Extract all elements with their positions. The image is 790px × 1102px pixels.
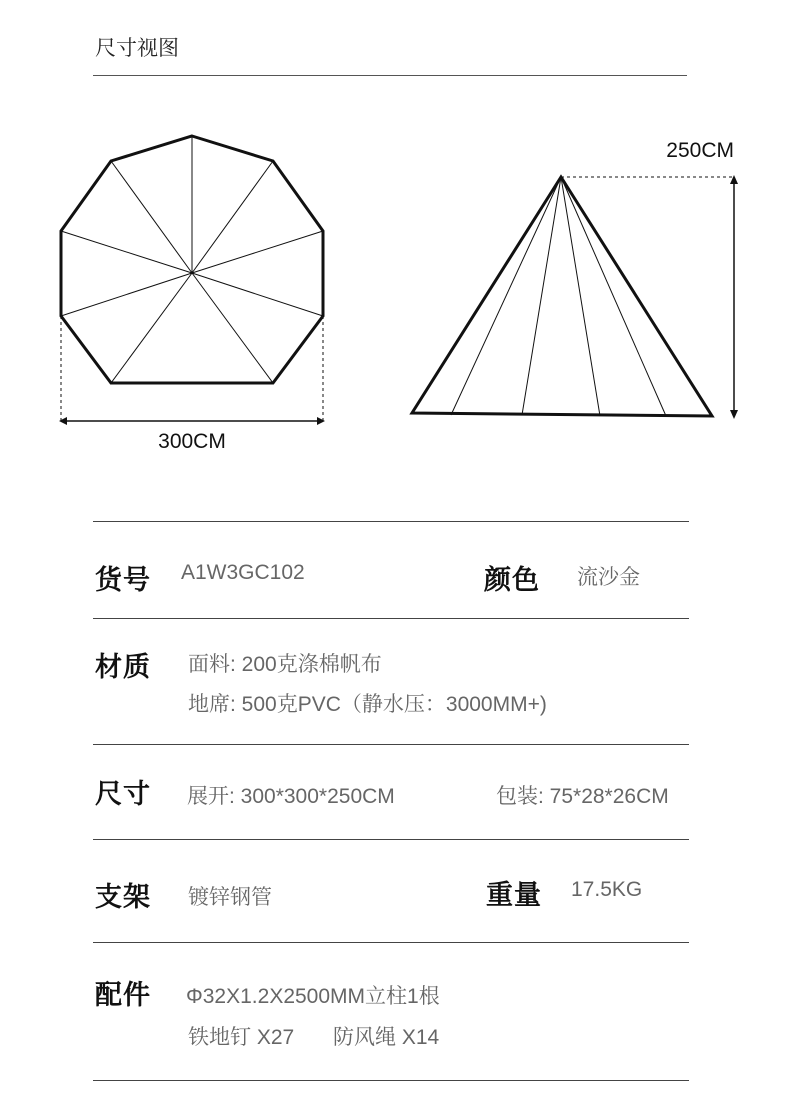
tent-side-view — [412, 177, 712, 416]
size-pack: 包装: 75*28*26CM — [496, 785, 669, 808]
spec-divider — [93, 521, 689, 522]
size-open: 展开: 300*300*250CM — [187, 785, 395, 808]
tent-profile-outline — [412, 177, 712, 416]
spec-divider — [93, 839, 689, 840]
title-divider — [93, 75, 687, 76]
spec-divider — [93, 744, 689, 745]
arrow-up-icon — [730, 175, 738, 184]
accessories-label: 配件 — [95, 980, 151, 1011]
frame-value: 镀锌钢管 — [188, 886, 272, 909]
size-label: 尺寸 — [95, 779, 151, 810]
width-dimension — [59, 316, 325, 425]
material-floor: 地席: 500克PVC（静水压：3000MM+) — [188, 693, 547, 716]
section-title: 尺寸视图 — [95, 36, 179, 60]
tent-dimension-diagram — [0, 120, 790, 460]
arrow-down-icon — [730, 410, 738, 419]
spec-divider — [93, 618, 689, 619]
tent-panel-seams — [61, 136, 323, 383]
width-label: 300CM — [158, 430, 226, 453]
weight-value: 17.5KG — [571, 878, 643, 901]
arrow-right-icon — [317, 417, 325, 425]
spec-divider — [93, 1080, 689, 1081]
material-label: 材质 — [95, 652, 151, 683]
spec-divider — [93, 942, 689, 943]
height-label: 250CM — [666, 139, 734, 162]
color-label: 颜色 — [484, 565, 540, 596]
accessories-stakes: 铁地钉 X27 — [188, 1026, 295, 1049]
item-no-label: 货号 — [95, 565, 151, 596]
item-no-value: A1W3GC102 — [181, 561, 305, 584]
color-value: 流沙金 — [577, 566, 640, 589]
material-fabric: 面料: 200克涤棉帆布 — [188, 653, 382, 676]
weight-label: 重量 — [486, 880, 542, 911]
frame-label: 支架 — [95, 882, 151, 913]
height-dimension — [561, 175, 738, 419]
tent-top-view — [61, 136, 323, 383]
tent-side-seams — [451, 177, 666, 416]
accessories-ropes: 防风绳 X14 — [333, 1026, 440, 1049]
arrow-left-icon — [59, 417, 67, 425]
accessories-pole: Φ32X1.2X2500MM立柱1根 — [186, 985, 440, 1008]
